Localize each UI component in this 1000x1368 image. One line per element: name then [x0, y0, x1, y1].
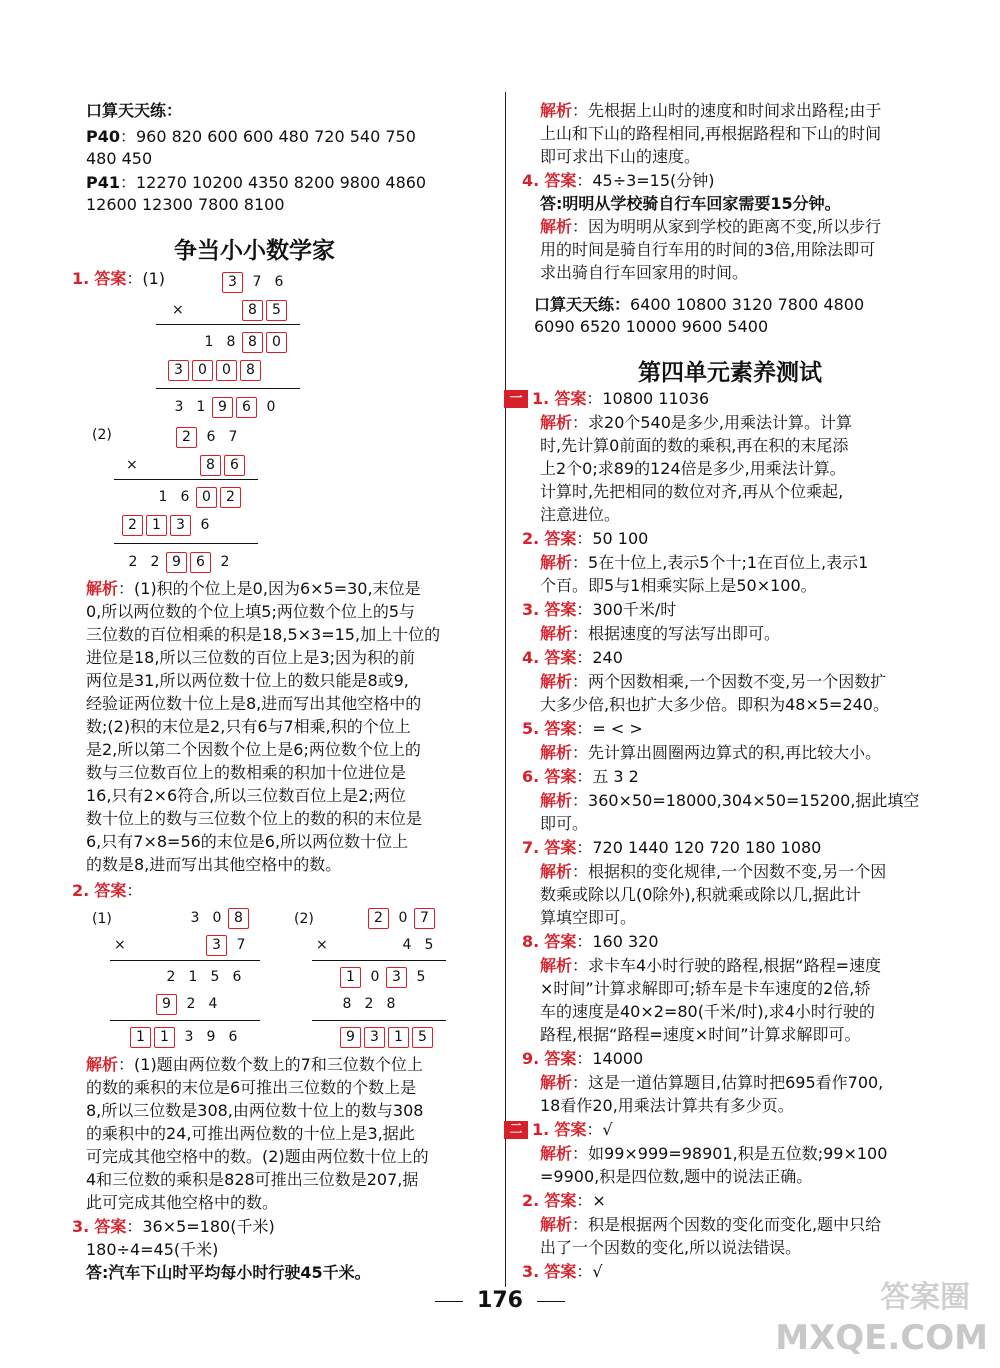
blank-box: 8 [240, 360, 261, 381]
p40-line-1: P40：960 820 600 600 480 720 540 750 [86, 127, 416, 146]
blank-box: 0 [192, 360, 213, 381]
q2-answer-header: 2. 答案： [72, 881, 143, 900]
m3-rule-2 [110, 1020, 260, 1021]
column-divider [505, 92, 506, 1287]
blank-box: 8 [200, 455, 221, 476]
m1-rule-2 [156, 388, 300, 389]
m2-row-2: × 8 6 [126, 454, 248, 476]
analysis-line: 数乘或除以几(0除外),积就乘或除以几,据此计 [540, 885, 861, 904]
oral-practice-line-1: 口算天天练：6400 10800 3120 7800 4800 [534, 295, 865, 314]
blank-box: 3 [170, 515, 191, 536]
blank-box: 3 [222, 272, 243, 293]
item-answer: 6. 答案：五 3 2 [522, 767, 639, 786]
analysis-line: 算填空即可。 [540, 908, 637, 927]
analysis-line: 数;(2)积的末位是2,只有6与7相乘,积的个位上 [86, 717, 411, 736]
m1-row-2: × 8 5 [172, 299, 290, 321]
item-answer: 5. 答案：= < > [522, 719, 643, 738]
blank-box: 0 [196, 487, 217, 508]
blank-box: 8 [228, 908, 249, 929]
m4-row-3: 1 0 3 5 [340, 966, 432, 988]
analysis-line: 注意进位。 [540, 505, 621, 524]
footer-dash [537, 1301, 565, 1302]
analysis-line: 解析：先根据上山时的速度和时间求出路程;由于 [540, 101, 882, 120]
blank-box: 8 [242, 300, 263, 321]
analysis-line: 用的时间是骑自行车用的时间的3倍,用除法即可 [540, 240, 876, 259]
analysis-line: 路程,根据“路程=速度×时间”计算求解即可。 [540, 1025, 861, 1044]
analysis-line: 出了一个因数的变化,所以说法错误。 [540, 1238, 802, 1257]
item-answer: 7. 答案：720 1440 120 720 180 1080 [522, 838, 822, 857]
m2-row-1: 2 6 7 [176, 426, 244, 448]
m4-row-1: 2 0 7 [368, 907, 438, 929]
analysis-line: 三位数的百位相乘的积是18,5×3=15,加上十位的 [86, 625, 441, 644]
analysis-line: 大多少倍,积也扩大多少倍。即积为48×5=240。 [540, 695, 889, 714]
item-answer: 3. 答案：300千米/时 [522, 600, 677, 619]
page-footer [0, 1288, 1000, 1313]
item-answer: 3. 答案：√ [522, 1262, 603, 1281]
analysis-line: 解析：积是根据两个因数的变化而变化,题中只给 [540, 1215, 882, 1234]
blank-box: 9 [166, 552, 187, 573]
m3-row-4: 9 2 4 [156, 993, 224, 1015]
analysis-line: =9900,积是四位数,题中的说法正确。 [540, 1167, 813, 1186]
analysis-line: 上2个0;求89的124倍是多少,用乘法计算。 [540, 459, 846, 478]
p41-line-1: P41：12270 10200 4350 8200 9800 4860 [86, 173, 427, 192]
m3-row-1: 3 0 8 [184, 907, 252, 929]
analysis-line: 解析：根据速度的写法写出即可。 [540, 624, 781, 643]
blank-box: 3 [206, 935, 227, 956]
analysis-line: 18看作20,用乘法计算共有多少页。 [540, 1096, 794, 1115]
analysis-line: 是2,所以第二个因数个位上是6;两位数个位上的 [86, 740, 421, 759]
item-answer: 一 1. 答案：10800 11036 [504, 388, 709, 410]
analysis-line: 解析：两个因数相乘,一个因数不变,另一个因数扩 [540, 672, 887, 691]
m3-rule-1 [110, 960, 260, 961]
analysis-line: ×时间”计算求解即可;轿车是卡车速度的2倍,轿 [540, 979, 871, 998]
analysis-line: 解析：5在十位上,表示5个十;1在百位上,表示1 [540, 553, 869, 572]
analysis-line: 解析：(1)题由两位数个数上的7和三位数个位上 [86, 1055, 423, 1074]
m3-row-5: 1 1 3 9 6 [130, 1026, 244, 1048]
analysis-line: 两位是31,所以两位数十位上的数只能是8或9, [86, 671, 409, 690]
blank-box: 1 [340, 967, 361, 988]
blank-box: 2 [122, 515, 143, 536]
analysis-line: 解析：如99×999=98901,积是五位数;99×100 [540, 1144, 888, 1163]
watermark-logo: 答案圈 [880, 1280, 970, 1315]
q4-answer-line-2: 答:明明从学校骑自行车回家需要15分钟。 [540, 194, 841, 213]
blank-box: 2 [176, 427, 197, 448]
analysis-line: 解析：因为明明从家到学校的距离不变,所以步行 [540, 217, 882, 236]
m2-row-4: 2 1 3 6 [122, 514, 216, 536]
item-answer: 2. 答案：50 100 [522, 529, 649, 548]
analysis-line: 4和三位数的乘积是828可推出三位数是207,据 [86, 1170, 419, 1189]
oral-practice-title: 口算天天练： [86, 101, 183, 120]
analysis-line: 时,先计算0前面的数的乘积,再在积的末尾添 [540, 436, 849, 455]
page-number: 176 [477, 1288, 523, 1313]
blank-box: 5 [412, 1027, 433, 1048]
m4-row-5 [340, 1026, 436, 1048]
item-answer: 8. 答案：160 320 [522, 932, 659, 951]
analysis-line: 求出骑自行车回家用的时间。 [540, 263, 749, 282]
analysis-line: 解析：(1)积的个位上是0,因为6×5=30,末位是 [86, 579, 421, 598]
analysis-line: 此可完成其他空格中的数。 [86, 1193, 279, 1212]
item-answer: 4. 答案：240 [522, 648, 623, 667]
analysis-line: 16,只有2×6符合,所以三位数百位上是2;两位 [86, 786, 406, 805]
p41-line-2: 12600 12300 7800 8100 [86, 195, 285, 214]
blank-box: 9 [340, 1027, 361, 1048]
blank-box: 5 [266, 300, 287, 321]
blank-box: 6 [190, 552, 211, 573]
blank-box: 9 [156, 994, 177, 1015]
q3-answer-line-3: 答:汽车下山时平均每小时行驶45千米。 [86, 1263, 371, 1282]
blank-box: 1 [154, 1027, 175, 1048]
m1-row-5: 3 1 9 6 0 [168, 396, 282, 418]
q1-answer-header: 1. 答案：(1) [72, 269, 165, 288]
analysis-line: 进位是18,所以三位数的百位上是3;因为积的前 [86, 648, 416, 667]
unit-test-title: 第四单元素养测试 [638, 359, 822, 386]
m1-row-3: 1 8 8 0 [198, 331, 290, 353]
q3-answer-line-2: 180÷4=45(千米) [86, 1240, 219, 1259]
analysis-line: 车的速度是40×2=80(千米/时),求4小时行驶的 [540, 1002, 875, 1021]
analysis-line: 计算时,先把相同的数位对齐,再从个位乘起, [540, 482, 844, 501]
q2-part-1-label: (1) [92, 911, 112, 927]
analysis-line: 8,所以三位数是308,由两位数十位上的数与308 [86, 1101, 424, 1120]
item-answer: 9. 答案：14000 [522, 1049, 644, 1068]
blank-box: 3 [364, 1027, 385, 1048]
blank-box: 1 [130, 1027, 151, 1048]
analysis-line: 经验证两位数十位上是8,进而写出其他空格中的 [86, 694, 422, 713]
blank-box: 0 [266, 332, 287, 353]
m2-rule-1 [114, 479, 258, 480]
blank-box: 7 [414, 908, 435, 929]
watermark-url: MXQE.COM [775, 1318, 988, 1358]
oral-practice-line-2: 6090 6520 10000 9600 5400 [534, 317, 769, 336]
m3-row-2: × 3 7 [114, 934, 252, 956]
q4-answer-line-1: 4. 答案：45÷3=15(分钟) [522, 171, 715, 190]
blank-box: 6 [236, 397, 257, 418]
m4-row-2: × 4 5 [316, 937, 434, 953]
m4-rule-1 [312, 960, 446, 961]
blank-box: 3 [168, 360, 189, 381]
footer-dash [435, 1301, 463, 1302]
q3-answer-line-1: 3. 答案：36×5=180(千米) [72, 1217, 275, 1236]
blank-box: 2 [368, 908, 389, 929]
blank-box: 3 [386, 967, 407, 988]
section-marker: 一 [504, 390, 528, 408]
blank-box: 1 [388, 1027, 409, 1048]
item-answer: 2. 答案：× [522, 1191, 606, 1210]
blank-box: 0 [216, 360, 237, 381]
section-title: 争当小小数学家 [174, 237, 335, 264]
p40-line-2: 480 450 [86, 149, 153, 168]
analysis-line: 解析：根据积的变化规律,一个因数不变,另一个因 [540, 862, 887, 881]
analysis-line: 数与三位数百位上的数相乘的积加十位进位是 [86, 763, 407, 782]
m1-row-1: 3 7 6 [222, 271, 290, 293]
analysis-line: 解析：360×50=18000,304×50=15200,据此填空 [540, 791, 920, 810]
q2-part-2-label: (2) [294, 911, 314, 927]
analysis-line: 上山和下山的路程相同,再根据路程和下山的时间 [540, 124, 882, 143]
analysis-line: 解析：求卡车4小时行驶的路程,根据“路程=速度 [540, 956, 881, 975]
m2-row-3: 1 6 0 2 [152, 486, 244, 508]
section-marker: 二 [504, 1121, 528, 1139]
analysis-line: 解析：求20个540是多少,用乘法计算。计算 [540, 413, 853, 432]
blank-box: 2 [220, 487, 241, 508]
analysis-line: 解析：先计算出圆圈两边算式的积,再比较大小。 [540, 743, 882, 762]
analysis-line: 的数的乘积的末位是6可推出三位数的个数上是 [86, 1078, 417, 1097]
blank-box: 8 [242, 332, 263, 353]
m3-row-3: 2 1 5 6 [166, 969, 242, 985]
m4-rule-2 [312, 1020, 446, 1021]
q1-part-2-label: (2) [92, 427, 112, 443]
m1-row-4 [168, 359, 264, 381]
analysis-line: 6,只有7×8=56的末位是6,所以两位数十位上 [86, 832, 409, 851]
analysis-line: 解析：这是一道估算题目,估算时把695看作700, [540, 1073, 884, 1092]
blank-box: 1 [146, 515, 167, 536]
m1-rule-1 [156, 324, 300, 325]
m2-row-5: 2 2 9 6 2 [122, 551, 236, 573]
analysis-line: 可完成其他空格中的数。(2)题由两位数十位上的 [86, 1147, 429, 1166]
analysis-line: 的乘积中的24,可推出两位数的十位上是3,据此 [86, 1124, 415, 1143]
analysis-line: 的数是8,进而写出其他空格中的数。 [86, 855, 342, 874]
m2-rule-2 [114, 543, 258, 544]
m4-row-4: 8 2 8 [342, 996, 396, 1012]
analysis-line: 0,所以两位数的个位上填5;两位数个位上的5与 [86, 602, 416, 621]
blank-box: 9 [212, 397, 233, 418]
analysis-line: 个百。即5与1相乘实际上是50×100。 [540, 576, 817, 595]
analysis-line: 即可。 [540, 814, 589, 833]
analysis-line: 数十位上的数与三位数个位上的数的积的末位是 [86, 809, 423, 828]
analysis-line: 即可求出下山的速度。 [540, 147, 701, 166]
item-answer: 二 1. 答案：√ [504, 1119, 613, 1141]
blank-box: 6 [224, 455, 245, 476]
